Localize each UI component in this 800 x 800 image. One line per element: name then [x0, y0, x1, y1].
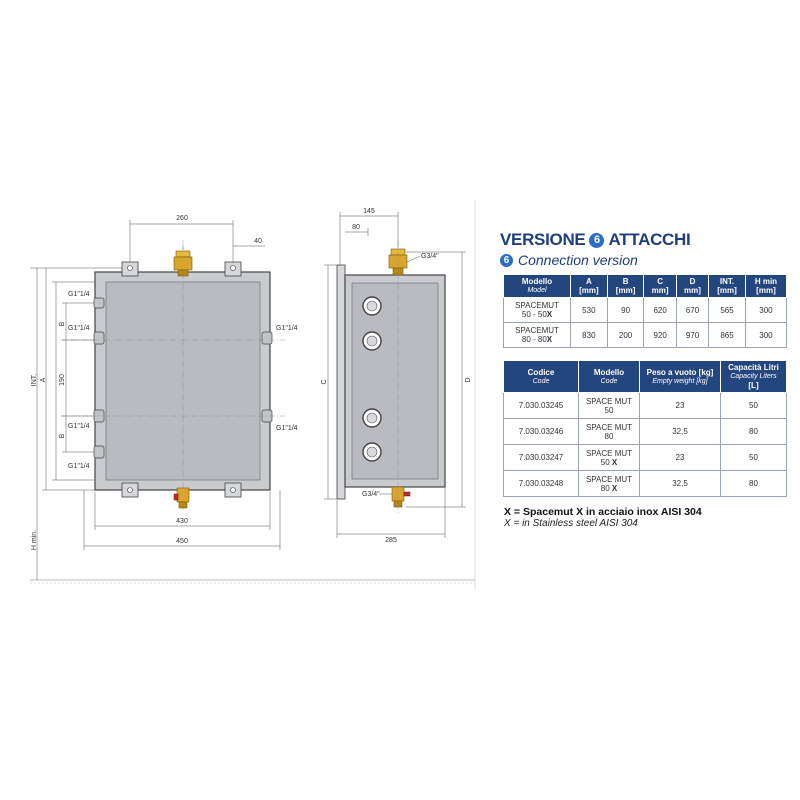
- table-row: [504, 393, 787, 419]
- conn-right-2: G1"1/4: [276, 425, 298, 432]
- value-cell: 830: [571, 323, 608, 348]
- subtitle-text: Connection version: [518, 252, 638, 268]
- header-d: D mm]: [676, 275, 708, 298]
- value-cell: 620: [644, 298, 676, 323]
- side-drain-valve: [392, 487, 410, 507]
- dim-d: D: [465, 377, 472, 383]
- dim-a: A: [40, 377, 47, 383]
- conn-left-3: G1"1/4: [68, 423, 90, 430]
- value-cell: 90: [607, 298, 644, 323]
- weight-cell: 32,5: [640, 471, 721, 497]
- header-modello: Modello Code: [579, 361, 640, 393]
- section-title: [500, 230, 790, 250]
- conn-left-4: G1"1/4: [68, 463, 90, 470]
- value-cell: 530: [571, 298, 608, 323]
- dim-430: 430: [176, 518, 188, 525]
- title-attacchi: ATTACCHI: [608, 230, 691, 249]
- code-cell: 7.030.03245: [504, 393, 579, 419]
- table-row: [504, 471, 787, 497]
- drain-valve: [174, 488, 189, 508]
- material-note: X = Spacemut X in acciaio inox AISI 304: [504, 506, 702, 518]
- header-codice: Codice Code: [504, 361, 579, 393]
- liters-cell: 80: [721, 471, 787, 497]
- dimensions-header-row: [504, 275, 787, 298]
- conn-bottom-g34: G3/4": [362, 491, 380, 498]
- codes-table: [503, 360, 787, 497]
- dim-40: 40: [254, 238, 262, 245]
- table-row: [504, 323, 787, 348]
- side-view: [321, 208, 472, 544]
- dim-c: C: [321, 379, 328, 385]
- number-badge-small: 6: [500, 254, 513, 267]
- value-cell: 565: [709, 298, 746, 323]
- dim-80: 80: [352, 224, 360, 231]
- value-cell: 920: [644, 323, 676, 348]
- header-a: A [mm]: [571, 275, 608, 298]
- weight-cell: 32,5: [640, 419, 721, 445]
- liters-cell: 80: [721, 419, 787, 445]
- dim-450: 450: [176, 538, 188, 545]
- code-cell: 7.030.03247: [504, 445, 579, 471]
- model-cell: SPACE MUT 80 X: [579, 471, 640, 497]
- dimensions-table: [503, 274, 787, 348]
- conn-right-1: G1"1/4: [276, 325, 298, 332]
- dim-145: 145: [363, 208, 375, 215]
- header-int: INT. [mm]: [709, 275, 746, 298]
- codes-header-row: [504, 361, 787, 393]
- front-view: [30, 215, 298, 580]
- table-row: [504, 419, 787, 445]
- header-b: B [mm]: [607, 275, 644, 298]
- model-cell: SPACE MUT 50: [579, 393, 640, 419]
- dim-285: 285: [385, 537, 397, 544]
- header-peso: Peso a vuoto [kg] Empty weight [kg]: [640, 361, 721, 393]
- section-subtitle: [500, 252, 790, 268]
- weight-cell: 23: [640, 445, 721, 471]
- header-modello: Modello Model: [504, 275, 571, 298]
- liters-cell: 50: [721, 445, 787, 471]
- value-cell: 670: [676, 298, 708, 323]
- table-row: [504, 298, 787, 323]
- dim-hmin: H min.: [31, 529, 38, 551]
- model-cell: SPACE MUT 80: [579, 419, 640, 445]
- weight-cell: 23: [640, 393, 721, 419]
- material-note-english: X = in Stainless steel AISI 304: [504, 518, 638, 529]
- dim-b-top: B: [59, 321, 66, 327]
- conn-left-2: G1"1/4: [68, 325, 90, 332]
- value-cell: 970: [676, 323, 708, 348]
- liters-cell: 50: [721, 393, 787, 419]
- model-cell: SPACEMUT 50 - 50X: [504, 298, 571, 323]
- value-cell: 300: [745, 323, 786, 348]
- value-cell: 865: [709, 323, 746, 348]
- value-cell: 300: [745, 298, 786, 323]
- model-cell: SPACE MUT 50 X: [579, 445, 640, 471]
- dim-b-bottom: B: [59, 433, 66, 439]
- spec-panel: [500, 230, 790, 529]
- header-c: C mm]: [644, 275, 676, 298]
- conn-left-1: G1"1/4: [68, 291, 90, 298]
- header-hmin: H min [mm]: [745, 275, 786, 298]
- code-cell: 7.030.03248: [504, 471, 579, 497]
- title-versione: VERSIONE: [500, 230, 586, 249]
- number-badge: 6: [589, 233, 604, 248]
- model-cell: SPACEMUT 80 - 80X: [504, 323, 571, 348]
- dim-190: 190: [59, 374, 66, 386]
- code-cell: 7.030.03246: [504, 419, 579, 445]
- table-row: [504, 445, 787, 471]
- conn-top-g34: G3/4": [421, 253, 439, 260]
- header-capacita: Capacità Litri Capacity Liters [L]: [721, 361, 787, 393]
- value-cell: 200: [607, 323, 644, 348]
- dim-260: 260: [176, 215, 188, 222]
- dim-int: INT.: [31, 373, 38, 387]
